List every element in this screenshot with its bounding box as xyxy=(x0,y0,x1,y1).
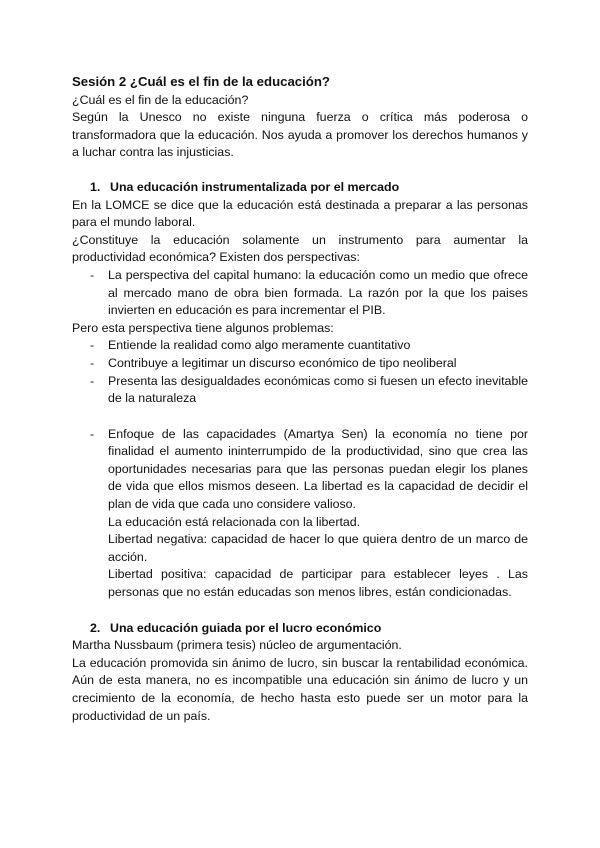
section-2-paragraph-2: La educación promovida sin ánimo de lucro, sin buscar la rentabilidad económica. Aún de esta manera, no es incompatible una educación sin ánimo de lucro y un crecimiento de la economía, de hecho hasta esto puede ser un motor para la productividad de un país. xyxy=(72,655,528,723)
perspective-human-capital: La perspectiva del capital humano: la educación como un medio que ofrece al mercado mano de obra bien formada. La razón por la que los paises invierten en educación es para incrementar el PIB. xyxy=(108,267,528,318)
spacer xyxy=(72,162,528,179)
list-item xyxy=(72,267,528,320)
dash-bullet: - xyxy=(90,338,95,353)
dash-bullet: - xyxy=(90,426,95,441)
section-2-title: Una educación guiada por el lucro económico xyxy=(110,620,382,635)
problem-text: Presenta las desigualdades económicas como si fuesen un efecto inevitable de la naturaleza xyxy=(108,373,528,406)
section-1-number: 1. xyxy=(90,179,101,194)
dash-bullet: - xyxy=(90,373,95,388)
list-item xyxy=(72,426,528,514)
section-2-paragraph-1: Martha Nussbaum (primera tesis) núcleo de argumentación. xyxy=(72,638,402,653)
section-1-paragraph-2: ¿Constituye la educación solamente un instrumento para aumentar la productividad económica? Existen dos perspectivas: xyxy=(72,232,528,265)
perspective-list xyxy=(72,267,528,320)
section-2-heading xyxy=(90,620,528,638)
document-body xyxy=(72,73,528,725)
spacer xyxy=(72,602,528,620)
problems-list xyxy=(72,337,528,407)
intro-question: ¿Cuál es el fin de la educación? xyxy=(72,92,249,107)
problems-intro: Pero esta perspectiva tiene algunos problemas: xyxy=(72,320,334,335)
perspective-capabilities: Enfoque de las capacidades (Amartya Sen) la economía no tiene por finalidad el aumento ininterrumpido de la productividad, sino que crea las oportunidades necesarias para que las personas puedan elegir los planes de vida que ellos mismos deseen. La libertad es la capacidad de decidir el plan de vida que cada uno considere valioso. xyxy=(108,426,528,512)
list-item xyxy=(72,355,528,373)
intro-paragraph: Según la Unesco no existe ninguna fuerza o crítica más poderosa o transformadora que la educación. Nos ayuda a promover los derechos humanos y a luchar contra las injusticias. xyxy=(72,110,528,160)
positive-freedom: Libertad positiva: capacidad de participar para establecer leyes . Las personas que no están educadas son menos libres, están condicionadas. xyxy=(108,567,528,600)
spacer xyxy=(72,408,528,426)
section-1-title: Una educación instrumentalizada por el mercado xyxy=(110,179,400,194)
capabilities-list xyxy=(72,426,528,514)
problem-text: Entiende la realidad como algo meramente cuantitativo xyxy=(108,338,411,353)
section-1-paragraph-1: En la LOMCE se dice que la educación está destinada a preparar a las personas para el mundo laboral. xyxy=(72,197,528,230)
list-item xyxy=(72,337,528,355)
freedom-line: La educación está relacionada con la libertad. xyxy=(108,514,361,529)
dash-bullet: - xyxy=(90,267,95,282)
negative-freedom: Libertad negativa: capacidad de hacer lo que quiera dentro de un marco de acción. xyxy=(108,532,528,564)
page-title: Sesión 2 ¿Cuál es el fin de la educación? xyxy=(72,74,330,89)
list-item xyxy=(72,373,528,408)
problem-text: Contribuye a legitimar un discurso económico de tipo neoliberal xyxy=(108,355,457,370)
dash-bullet: - xyxy=(90,355,95,370)
section-1-heading xyxy=(90,179,528,197)
section-2-number: 2. xyxy=(90,620,101,635)
